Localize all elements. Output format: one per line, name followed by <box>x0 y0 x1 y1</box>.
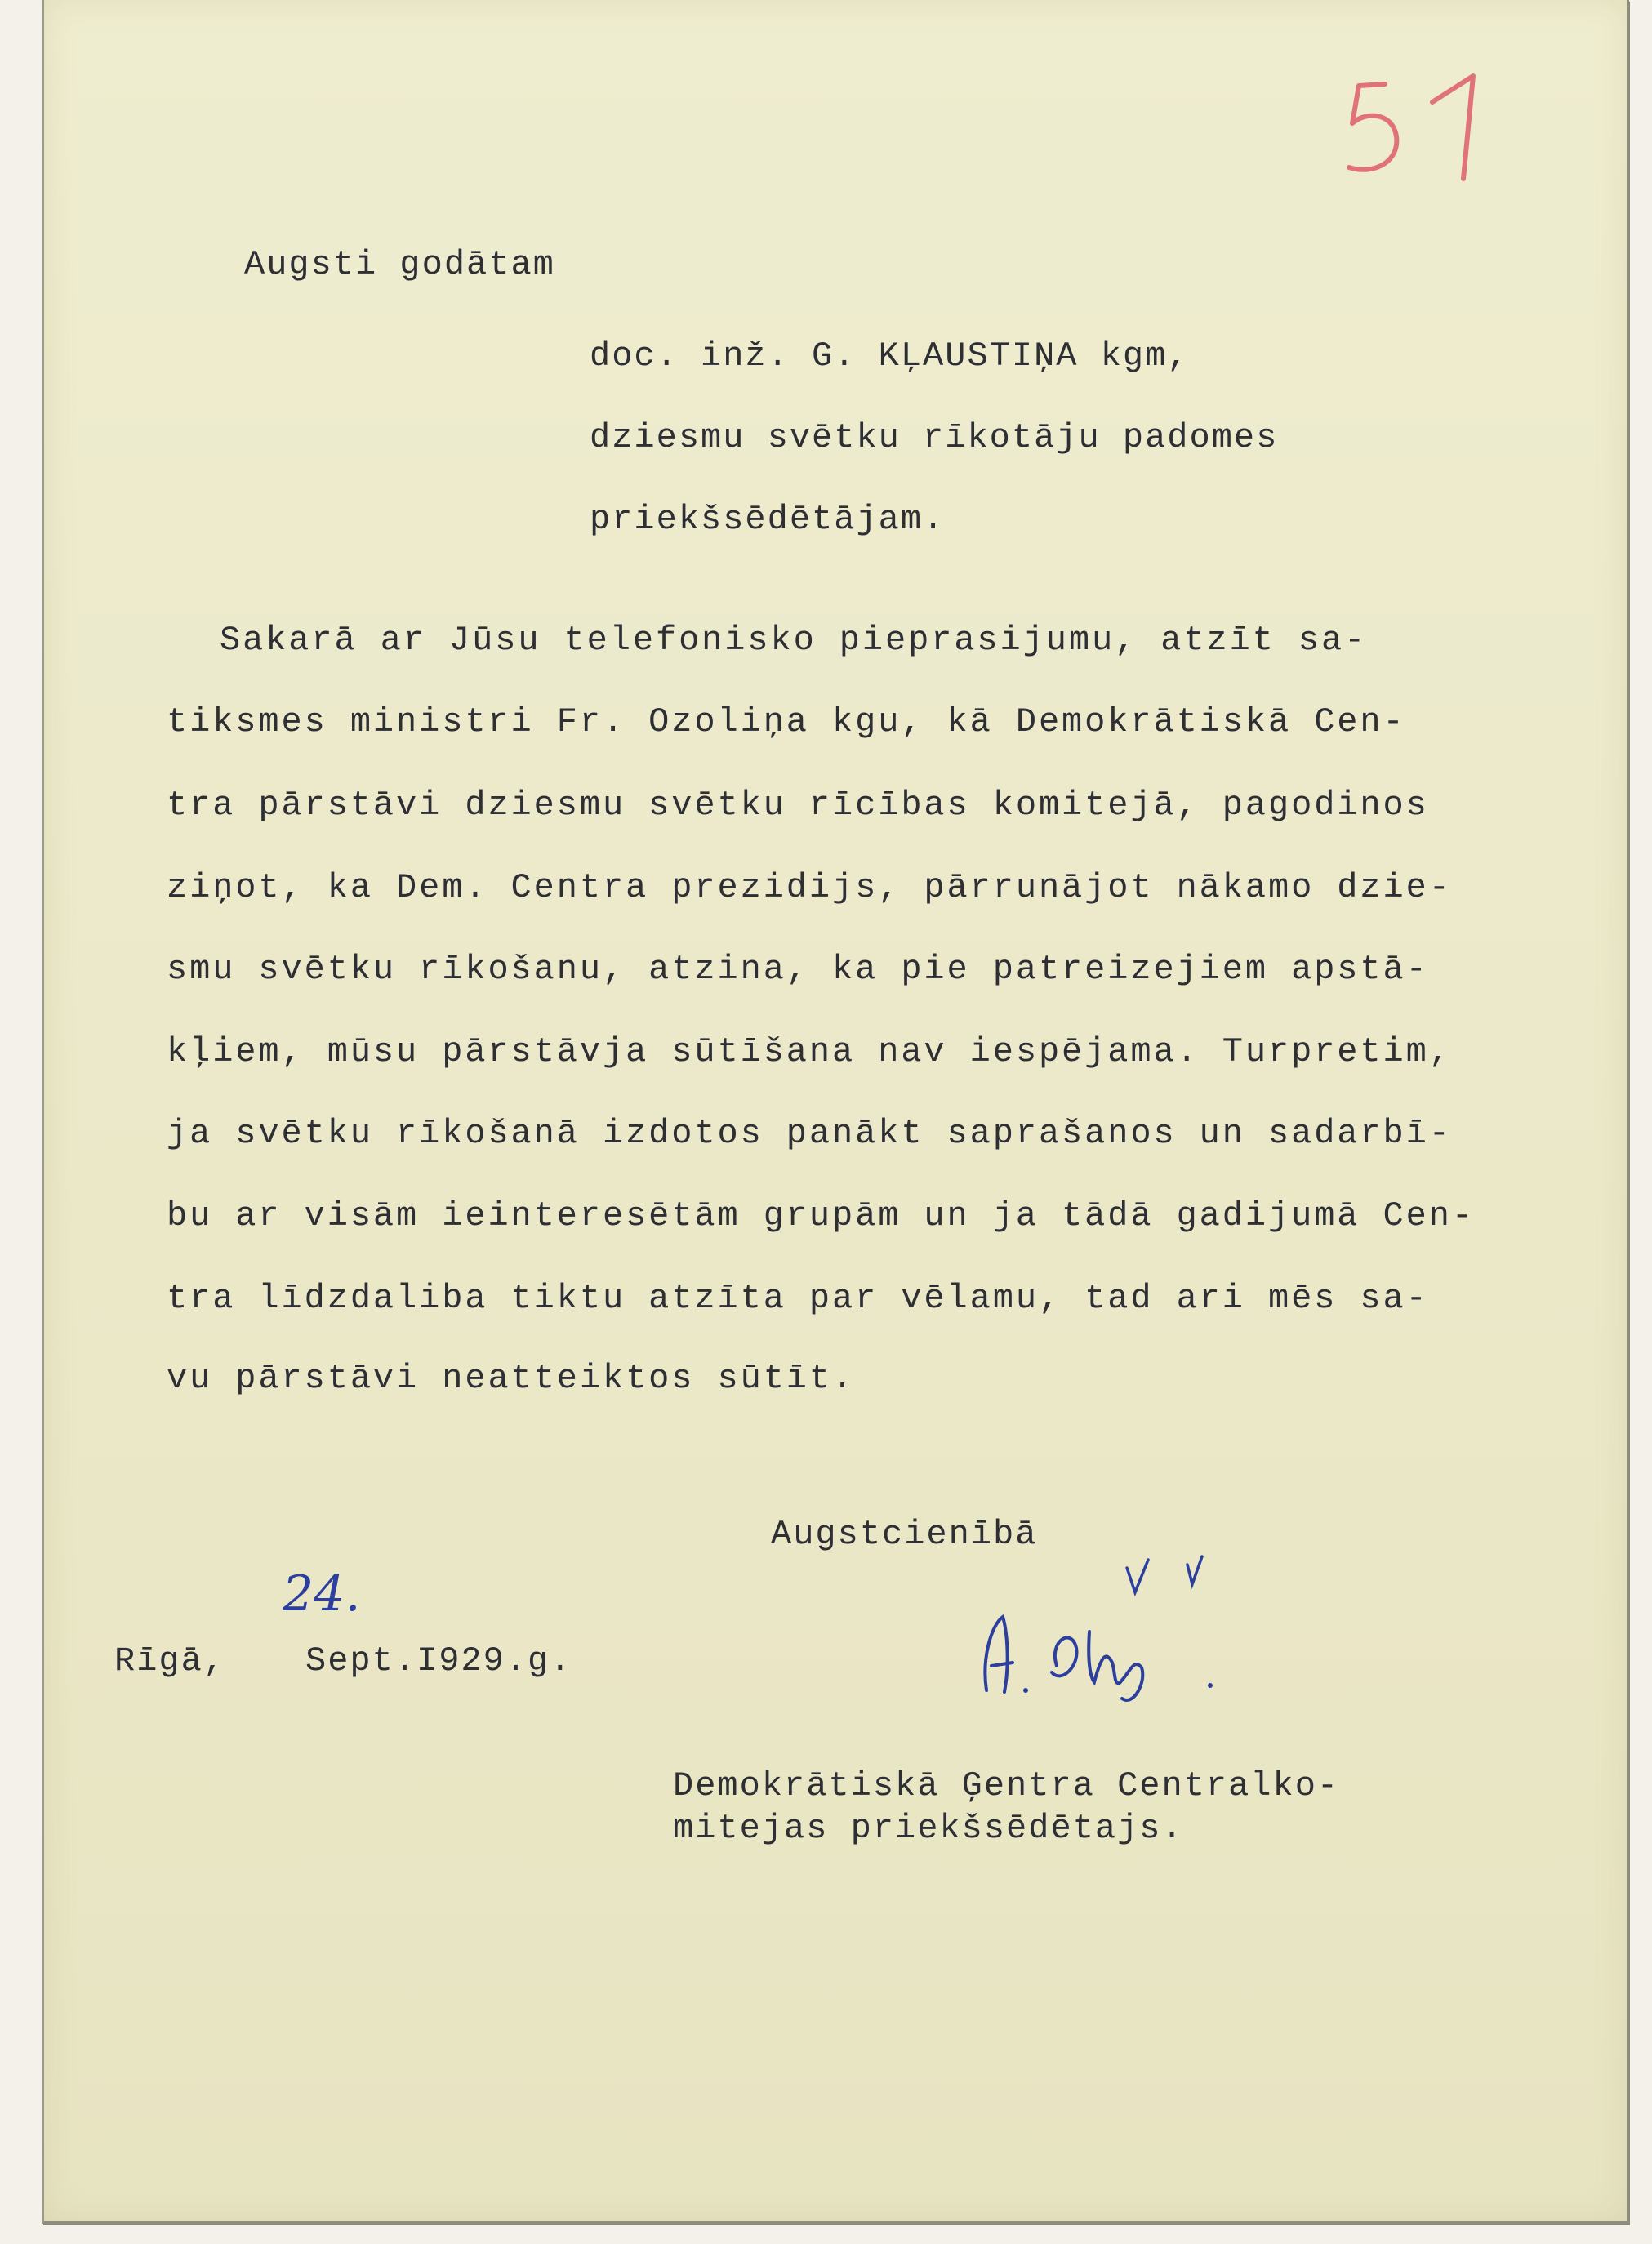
body-line: vu pārstāvi neatteiktos sūtīt. <box>167 1359 856 1398</box>
addressee-line: priekšsēdētājam. <box>590 500 946 539</box>
body-line: ja svētku rīkošanā izdotos panākt saprašanos un sadarbī- <box>167 1114 1452 1153</box>
body-line: tiksmes ministri Fr. Ozoliņa kgu, kā Demokrātiskā Cen- <box>167 702 1406 741</box>
salutation: Augsti godātam <box>244 245 555 284</box>
addressee-line: dziesmu svētku rīkotāju padomes <box>590 418 1279 457</box>
body-line: Sakarā ar Jūsu telefonisko pieprasijumu, atzīt sa- <box>220 621 1368 660</box>
body-line: tra līdzdaliba tiktu atzīta par vēlamu, tad ari mēs sa- <box>167 1279 1429 1318</box>
folio-number-handwritten <box>1343 69 1481 184</box>
addressee-line: doc. inž. G. KĻAUSTIŅA kgm, <box>590 336 1190 376</box>
signatory-line: Demokrātiskā Ģentra Centralko- <box>673 1766 1340 1805</box>
date-day-handwritten <box>281 1560 361 1625</box>
letter-sheet <box>42 0 1629 2224</box>
body-line: ziņot, ka Dem. Centra prezidijs, pārrunājot nākamo dzie- <box>167 868 1452 907</box>
body-line: bu ar visām ieinteresētām grupām un ja tādā gadijumā Cen- <box>167 1196 1475 1236</box>
date-day: 24. <box>283 1565 361 1623</box>
date-place: Rīgā, <box>114 1641 226 1681</box>
body-line: kļiem, mūsu pārstāvja sūtīšana nav iespējama. Turpretim, <box>167 1032 1452 1071</box>
body-line: smu svētku rīkošanu, atzina, ka pie patreizejiem apstā- <box>167 950 1429 989</box>
date-rest: Sept.I929.g. <box>305 1641 572 1681</box>
body-line: tra pārstāvi dziesmu svētku rīcības komitejā, pagodinos <box>167 786 1429 825</box>
signatory-line: mitejas priekšsēdētajs. <box>673 1809 1184 1848</box>
handwritten-signature <box>967 1535 1236 1707</box>
closing: Augstcienībā <box>771 1515 1038 1554</box>
